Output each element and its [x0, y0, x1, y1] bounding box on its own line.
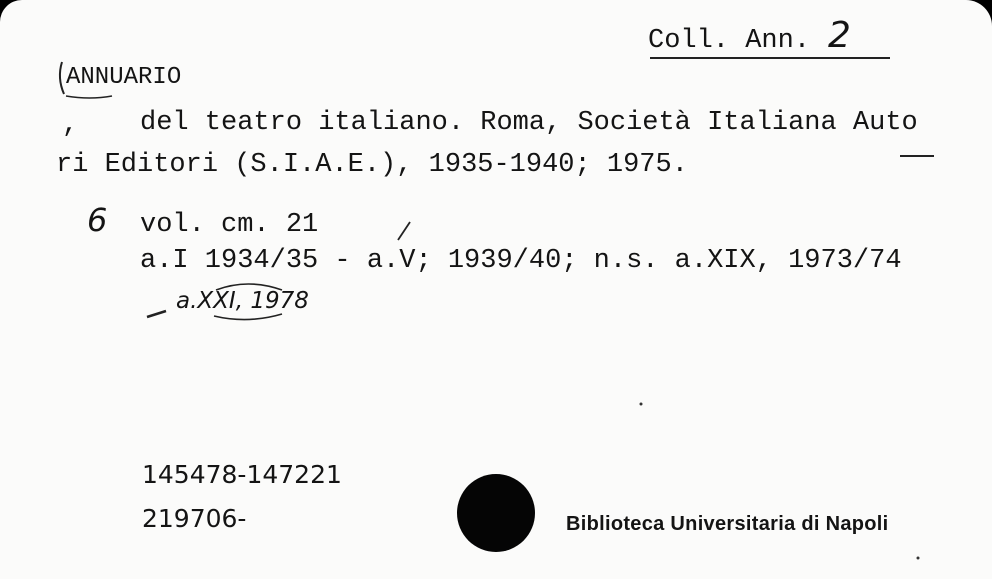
title-line-1: del teatro italiano. Roma, Società Italiana Auto	[140, 108, 918, 138]
inventory-number-2: 219706-	[142, 504, 247, 533]
collocation-number: 2	[828, 15, 851, 56]
arrow-mark	[147, 311, 166, 317]
inventory-number-1: 145478-147221	[142, 460, 342, 489]
speck	[640, 403, 643, 406]
series-line: a.I 1934/35 - a.V; 1939/40; n.s. a.XIX, 1973/74	[140, 246, 902, 276]
pencil-mark	[398, 222, 410, 240]
title-comma: ,	[62, 110, 79, 140]
volumes-count: 6	[87, 201, 108, 239]
handwritten-note: a.XXI, 1978	[176, 288, 309, 314]
volumes-line: vol. cm. 21	[140, 210, 319, 240]
collocation-prefix: Coll. Ann.	[648, 26, 811, 56]
heading: ANNUARIO	[66, 64, 182, 91]
heading-bracket	[60, 62, 64, 94]
roman-underline	[214, 314, 282, 320]
punch-hole	[457, 474, 535, 552]
library-stamp: Biblioteca Universitaria di Napoli	[566, 513, 889, 535]
heading-underline	[66, 96, 112, 98]
speck	[917, 557, 920, 560]
title-line-2: ri Editori (S.I.A.E.), 1935-1940; 1975.	[56, 150, 688, 180]
